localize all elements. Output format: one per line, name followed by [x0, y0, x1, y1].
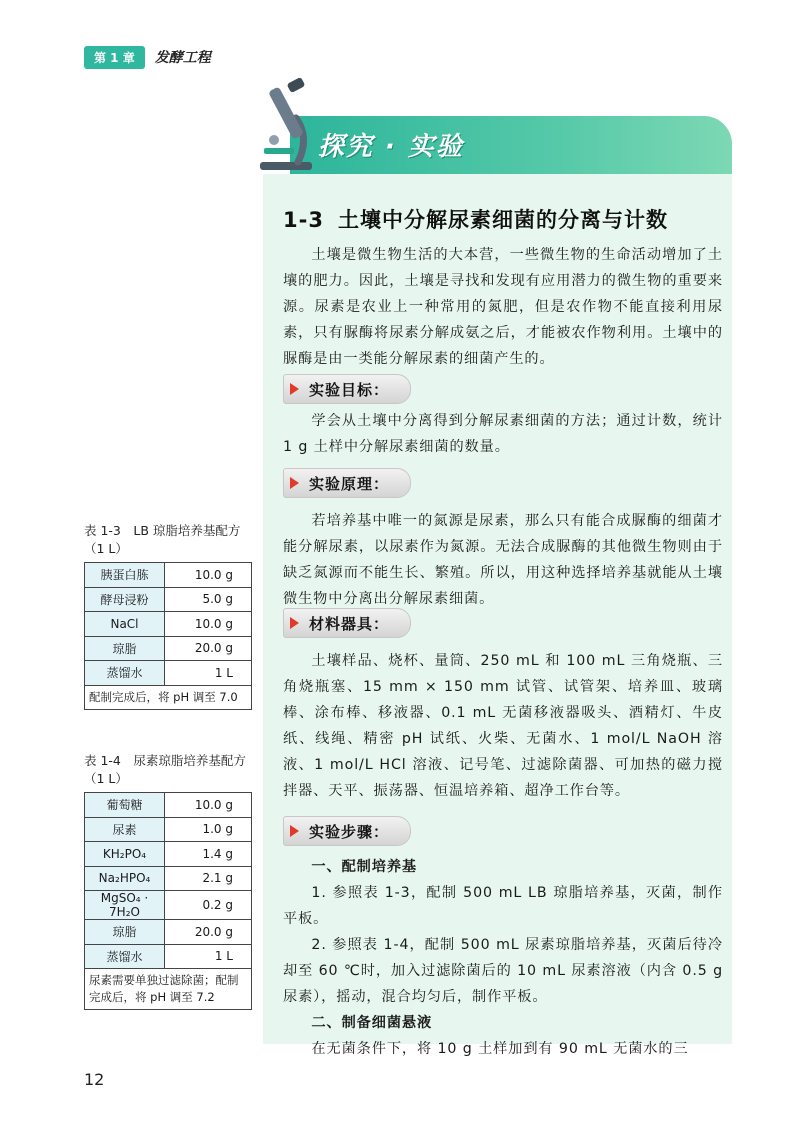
section-title-text: 土壤中分解尿素细菌的分离与计数	[337, 208, 668, 232]
steps-heading: 实验步骤：	[283, 816, 411, 846]
intro-paragraph: 土壤是微生物生活的大本营，一些微生物的生命活动增加了土壤的肥力。因此，土壤是寻找和发现有应用潜力的微生物的重要来源。尿素是农业上一种常用的氮肥，但是农作物不能直接利用尿素，只有脲酶将尿素分解成氨之后，才能被农作物利用。土壤中的脲酶是由一类能分解尿素的细菌产生的。	[283, 247, 723, 367]
section-title	[283, 204, 668, 234]
arrow-icon	[290, 477, 299, 489]
page-number: 12	[84, 1070, 105, 1089]
table-row: 酵母浸粉 5.0 g	[85, 587, 252, 612]
chapter-title: 发酵工程	[154, 50, 211, 66]
principle-heading: 实验原理：	[283, 468, 411, 498]
goal-paragraph: 学会从土壤中分离得到分解尿素细菌的方法；通过计数，统计 1 g 土样中分解尿素细菌的数量。	[283, 413, 723, 455]
table-row: MgSO₄ · 7H₂O 0.2 g	[85, 891, 252, 920]
step-heading-1: 一、配制培养基	[311, 859, 418, 875]
step-2: 2. 参照表 1-4，配制 500 mL 尿素琼脂培养基，灭菌后待冷却至 60 ℃时，加入过滤除菌后的 10 mL 尿素溶液（内含 0.5 g 尿素），摇动，混合均匀后，制作平板。	[283, 937, 723, 1005]
table-row: 胰蛋白胨 10.0 g	[85, 563, 252, 588]
table1-caption: 表 1-3 LB 琼脂培养基配方（1 L）	[84, 523, 241, 556]
principle-paragraph: 若培养基中唯一的氮源是尿素，那么只有能合成脲酶的细菌才能分解尿素，以尿素作为氮源。无法合成脲酶的其他微生物则由于缺乏氮源而不能生长、繁殖。所以，用这种选择培养基就能从土壤微生物中分离出分解尿素细菌。	[283, 513, 723, 607]
table-row: 尿素 1.0 g	[85, 817, 252, 842]
table-note-row: 尿素需要单独过滤除菌；配制完成后，将 pH 调至 7.2	[85, 969, 252, 1010]
materials-heading: 材料器具：	[283, 608, 411, 638]
steps-content	[283, 854, 723, 1062]
table-row: 琼脂 20.0 g	[85, 636, 252, 661]
arrow-icon	[290, 383, 299, 395]
banner-title: 探究 · 实验	[318, 132, 464, 162]
arrow-icon	[290, 617, 299, 629]
section-number: 1-3	[283, 208, 324, 232]
table-note-row: 配制完成后，将 pH 调至 7.0	[85, 685, 252, 709]
table-row: KH₂PO₄ 1.4 g	[85, 842, 252, 867]
chapter-badge: 第 1 章	[84, 46, 145, 69]
table-row: Na₂HPO₄ 2.1 g	[85, 866, 252, 891]
chapter-tag	[84, 46, 211, 68]
table-row: 蒸馏水 1 L	[85, 661, 252, 686]
step-3: 在无菌条件下，将 10 g 土样加到有 90 mL 无菌水的三	[311, 1041, 689, 1057]
arrow-icon	[290, 825, 299, 837]
table-row: 蒸馏水 1 L	[85, 944, 252, 969]
table-row: 琼脂 20.0 g	[85, 920, 252, 945]
step-1: 1. 参照表 1-3，配制 500 mL LB 琼脂培养基，灭菌，制作平板。	[283, 885, 723, 927]
step-heading-2: 二、制备细菌悬液	[311, 1015, 433, 1031]
table2-caption: 表 1-4 尿素琼脂培养基配方（1 L）	[84, 753, 246, 786]
table-row: NaCl 10.0 g	[85, 612, 252, 637]
materials-paragraph: 土壤样品、烧杯、量筒、250 mL 和 100 mL 三角烧瓶、三角烧瓶塞、15 mm × 150 mm 试管、试管架、培养皿、玻璃棒、涂布棒、移液器、0.1 mL 无菌移液器吸头、酒精灯、牛皮纸、线绳、精密 pH 试纸、火柴、无菌水、1 mol/L NaOH 溶液、1 mol/L HCl 溶液、记号笔、过滤除菌器、可加热的磁力搅拌器、天平、振荡器、恒温培养箱、超净工作台等。	[283, 653, 723, 799]
table-row: 葡萄糖 10.0 g	[85, 793, 252, 818]
table1	[84, 562, 252, 710]
table2	[84, 792, 252, 1010]
goal-heading: 实验目标：	[283, 374, 411, 404]
